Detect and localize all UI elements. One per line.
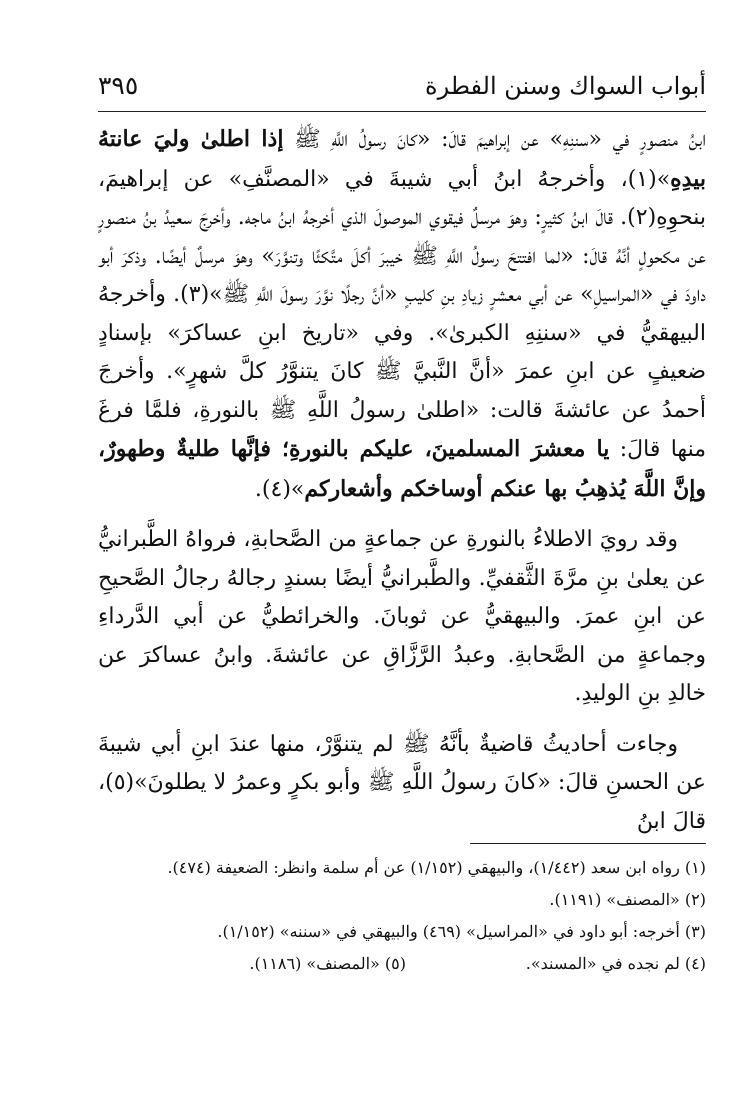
footnote-row: [98, 948, 706, 980]
main-text: [98, 120, 706, 841]
hadith-text: إذا اطلىٰ وليَ عانتهُ بيدِهِ: [98, 126, 706, 192]
footnotes: [98, 852, 706, 980]
footnote-4: (٤) لم نجده في «المسند».: [525, 954, 706, 973]
header-rule: [98, 111, 706, 112]
hadith-text: يا معشرَ المسلمينَ، عليكم بالنورةِ؛ فإنَّها طليةٌ وطهورٌ، وإنَّ اللَّهَ يُذهِبُ بها عنكم أوساخكم وأشعاركم: [98, 436, 706, 502]
footnote-5: (٥) «المصنف» (١١٨٦).: [249, 954, 406, 973]
text-segment: وجاءت أحاديثُ قاضيةٌ بأنَّهُ ﷺ لم يتنوَّرْ، منها عندَ ابنِ أبي شيبةَ عن الحسنِ قالَ: «كانَ رسولُ اللَّهِ ﷺ وأبو بكرٍ وعمرُ لا يطلونَ»(٥)، قالَ ابنُ: [98, 731, 706, 834]
text-segment: ابنُ منصورٍ في «سننِهِ» عن إبراهيمَ قالَ: «كانَ رسولُ اللَّهِ ﷺ: [283, 127, 706, 152]
chapter-title: أبواب السواك وسنن الفطرة: [425, 72, 706, 100]
text-segment: وقد رويَ الاطلاءُ بالنورةِ عن جماعةٍ من الصَّحابةِ، فرواهُ الطَّبرانيُّ عن يعلىٰ بنِ مرَّةَ الثَّقفيِّ. والطَّبرانيُّ أيضًا بسندٍ رجالهُ رجالُ الصَّحيحِ عن ابنِ عمرَ. والبيهقيُّ عن ثوبانَ. والخرائطيُّ عن أبي الدَّرداءِ وجماعةٍ من الصَّحابةِ. وعبدُ الرَّزَّاقِ عن عائشةَ. وابنُ عساكرَ عن خالدِ بنِ الوليدِ.: [98, 527, 706, 706]
footnote-2: (٢) «المصنف» (١١٩١).: [549, 890, 706, 909]
footnote-3: (٣) أخرجه: أبو داود في «المراسيل» (٤٦٩) والبيهقي في «سننه» (١/١٥٢).: [217, 922, 706, 941]
footnote-rule: [470, 843, 706, 844]
running-header: [98, 64, 706, 108]
paragraph-3: [98, 726, 706, 842]
paragraph-1: [98, 120, 706, 509]
text-segment: »(٤).: [254, 476, 305, 502]
paragraph-2: [98, 521, 706, 714]
text-segment: »(١)، وأخرجهُ ابنُ أبي شيبةَ في «المصنَّفِ» عن إبراهيمَ، بنحوِهِ(٢). قالَ ابنُ كثيرٍ: وهوَ مرسلٌ فيقوي الموصولَ الذي أخرجهُ ابنُ ماجه. وأخرجَ سعيدُ بنُ منصورٍ عن مكحولٍ أنَّهُ قالَ: «لما افتتحَ رسولُ اللَّهِ ﷺ خيبرَ أكلَ متَّكئًا وتنوَّرَ» وهوَ مرسلٌ أيضًا. وذكرَ أبو داودَ في «المراسيلِ» عن أبي معشرٍ زيادِ بنِ كليبٍ «أنَّ رجلًا نوَّرَ رسولَ اللَّهِ ﷺ»(٣). وأخرجهُ البيهقيُّ في «سننِهِ الكبرىٰ». وفي «تاريخ ابنِ عساكرَ» بإسنادٍ ضعيفٍ عن ابنِ عمرَ «أنَّ النَّبيَّ ﷺ كانَ يتنوَّرُ كلَّ شهرٍ». وأخرجَ أحمدُ عن عائشةَ قالت: «اطلىٰ رسولُ اللَّهِ ﷺ بالنورةِ، فلمَّا فرغَ منها قالَ:: [98, 166, 706, 462]
footnote-1: (١) رواه ابن سعد (١/٤٤٢)، والبيهقي (١/١٥٢) عن أم سلمة وانظر: الضعيفة (٤٧٤).: [167, 858, 706, 877]
page-number: ٣٩٥: [98, 71, 139, 100]
